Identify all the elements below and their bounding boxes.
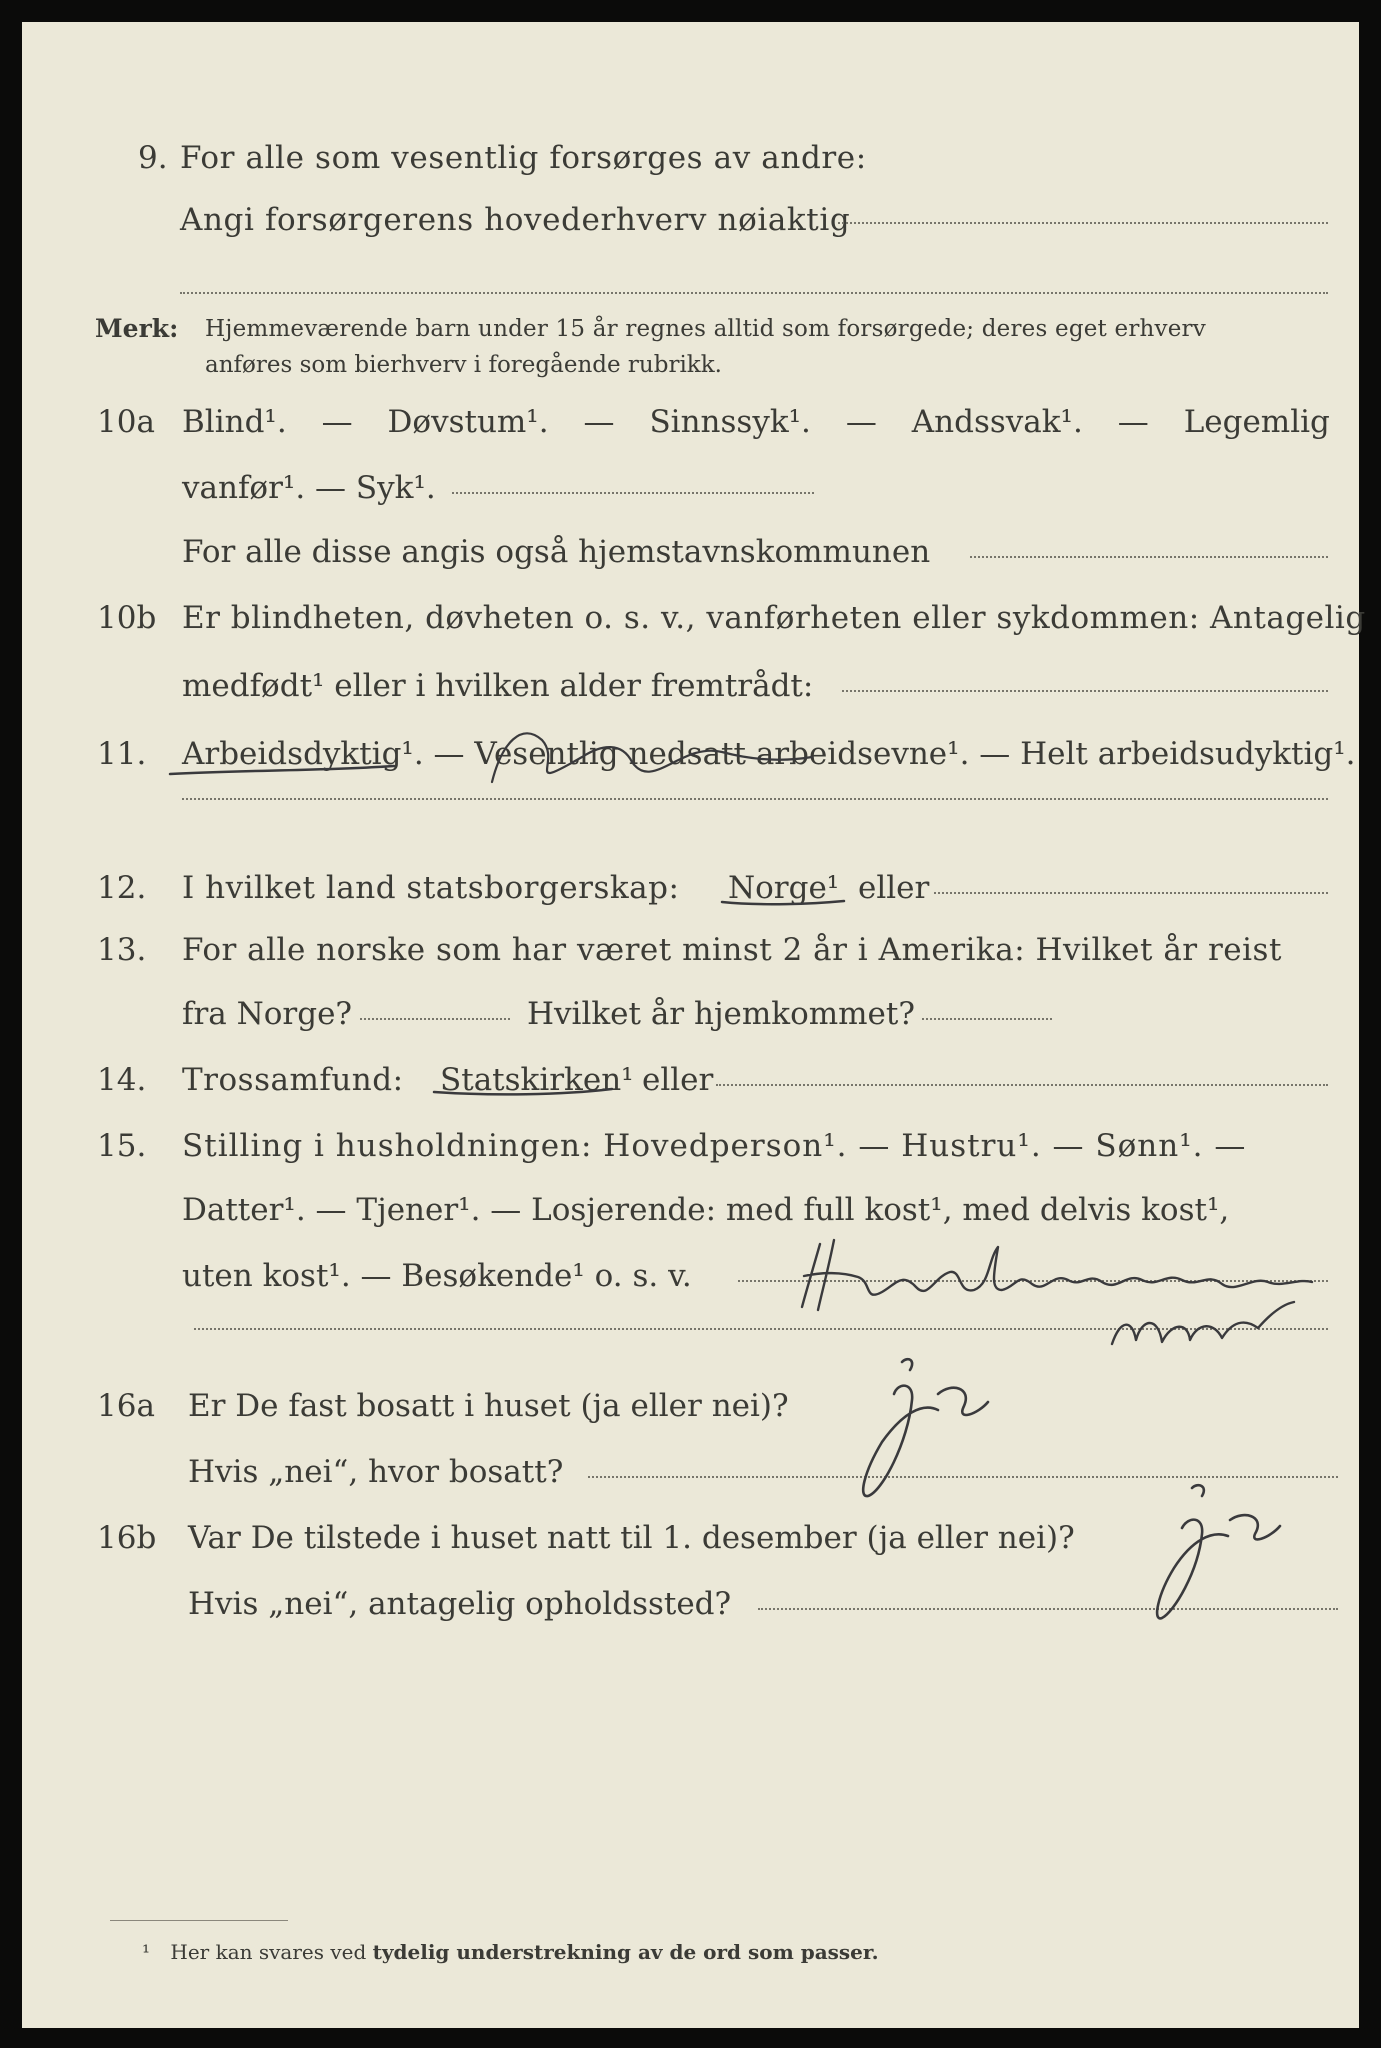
- q10b-number: 10b: [97, 600, 157, 636]
- q15-line1: [22, 1122, 1359, 1170]
- q11-line1: [22, 730, 1359, 778]
- q13-text-2b: Hvilket år hjemkommet?: [527, 996, 915, 1032]
- q13-answer-line-2[interactable]: [922, 1018, 1052, 1020]
- q16b-answer-line[interactable]: [758, 1608, 1338, 1610]
- q15-text-1: Stilling i husholdningen: Hovedperson¹. — Hustru¹. — Sønn¹. —: [182, 1128, 1247, 1164]
- q10a-number: 10a: [97, 404, 155, 440]
- footnote-text: Her kan svares ved: [170, 1940, 367, 1964]
- handwriting-mor: [1112, 1302, 1294, 1344]
- q10a-text-2: vanfør¹. — Syk¹.: [182, 470, 436, 506]
- q15-answer-line-2[interactable]: [194, 1328, 1328, 1330]
- q12-norge: Norge¹: [728, 870, 840, 906]
- q10b-line2: [22, 662, 1359, 710]
- q10a-answer-line-1[interactable]: [452, 492, 814, 494]
- q13-number: 13.: [97, 932, 147, 968]
- q14-text: Trossamfund:: [182, 1062, 404, 1098]
- q9-number: 9.: [138, 140, 168, 176]
- q9-answer-line-2[interactable]: [180, 292, 1328, 294]
- q14-line1: [22, 1056, 1359, 1104]
- q13-line1: [22, 926, 1359, 974]
- q16b-number: 16b: [97, 1520, 157, 1556]
- q10a-options: [182, 398, 1330, 446]
- q14-statskirken: Statskirken¹: [440, 1062, 634, 1098]
- merk-text-2: anføres som bierhverv i foregående rubrikk.: [205, 352, 722, 378]
- q16a-line2: [22, 1448, 1359, 1496]
- footnote-rule: [110, 1920, 288, 1921]
- q12-text: I hvilket land statsborgerskap:: [182, 870, 680, 906]
- q10a-legemlig: Legemlig: [1183, 404, 1330, 440]
- q13-text-1: For alle norske som har været minst 2 år i Amerika: Hvilket år reist: [182, 932, 1282, 968]
- q15-number: 15.: [97, 1128, 147, 1164]
- q16b-text-1: Var De tilstede i huset natt til 1. desember (ja eller nei)?: [188, 1520, 1075, 1556]
- q16a-text-2: Hvis „nei“, hvor bosatt?: [188, 1454, 564, 1490]
- q12-number: 12.: [97, 870, 147, 906]
- q14-number: 14.: [97, 1062, 147, 1098]
- merk-text-1: Hjemmeværende barn under 15 år regnes alltid som forsørgede; deres eget erhverv: [205, 316, 1206, 342]
- q13-line2: [22, 990, 1359, 1038]
- footnote-text-bold: tydelig understrekning av de ord som passer.: [372, 1940, 879, 1964]
- q10a-answer-line-2[interactable]: [970, 556, 1328, 558]
- q10a-dash-4: —: [1117, 404, 1149, 440]
- q15-line3: [22, 1252, 1359, 1300]
- footnote: [142, 1937, 879, 1967]
- q10a-line2: [22, 464, 1359, 512]
- q10a-blind: Blind¹.: [182, 404, 287, 440]
- q10a-dovstum: Døvstum¹.: [387, 404, 549, 440]
- q10a-line3: [22, 528, 1359, 576]
- q10b-text-1: Er blindheten, døvheten o. s. v., vanførheten eller sykdommen: Antagelig: [182, 600, 1366, 636]
- q11-answer-line[interactable]: [182, 798, 1328, 800]
- footnote-mark: ¹: [142, 1940, 151, 1964]
- q13-text-2a: fra Norge?: [182, 996, 353, 1032]
- q10a-sinnssyk: Sinnssyk¹.: [649, 404, 811, 440]
- q9-answer-line-1[interactable]: [838, 222, 1328, 224]
- q9-text-2: Angi forsørgerens hovederhverv nøiaktig: [180, 202, 851, 238]
- q11-text-1: Arbeidsdyktig¹. — Vesentlig nedsatt arbeidsevne¹. — Helt arbeidsudyktig¹.: [182, 736, 1356, 772]
- q11-number: 11.: [97, 736, 147, 772]
- q10a-dash-1: —: [321, 404, 353, 440]
- q9-line1: [22, 134, 1359, 182]
- q9-line2: [22, 196, 1359, 244]
- q16a-number: 16a: [97, 1388, 155, 1424]
- q10a-andssvak: Andssvak¹.: [911, 404, 1083, 440]
- q16a-text-1: Er De fast bosatt i huset (ja eller nei)?: [188, 1388, 789, 1424]
- q12-line1: [22, 864, 1359, 912]
- census-form-page: [22, 22, 1366, 2028]
- q12-eller: eller: [858, 870, 930, 906]
- q16b-text-2: Hvis „nei“, antagelig opholdssted?: [188, 1586, 732, 1622]
- q10a-dash-3: —: [845, 404, 877, 440]
- q10a-text-3: For alle disse angis også hjemstavnskommunen: [182, 534, 931, 570]
- q12-answer-line[interactable]: [934, 892, 1328, 894]
- q16a-answer-line[interactable]: [588, 1476, 1338, 1478]
- q16b-line1: [22, 1514, 1359, 1562]
- q16a-line1: [22, 1382, 1359, 1430]
- q10b-answer-line[interactable]: [842, 690, 1328, 692]
- q15-answer-line-1[interactable]: [738, 1280, 1328, 1282]
- q15-text-2: Datter¹. — Tjener¹. — Losjerende: med full kost¹, med delvis kost¹,: [182, 1192, 1230, 1228]
- q15-line2: [22, 1186, 1359, 1234]
- q10a-dash-2: —: [583, 404, 615, 440]
- merk-label: Merk:: [95, 314, 179, 343]
- q13-answer-line-1[interactable]: [360, 1018, 510, 1020]
- q16b-line2: [22, 1580, 1359, 1628]
- q15-text-3: uten kost¹. — Besøkende¹ o. s. v.: [182, 1258, 692, 1294]
- q14-answer-line[interactable]: [716, 1084, 1328, 1086]
- q10b-line1: [22, 594, 1366, 642]
- q10b-text-2: medfødt¹ eller i hvilken alder fremtrådt:: [182, 668, 814, 704]
- q9-text-1: For alle som vesentlig forsørges av andre:: [180, 140, 867, 176]
- q10a-line1: [22, 398, 1359, 446]
- q14-eller: eller: [642, 1062, 714, 1098]
